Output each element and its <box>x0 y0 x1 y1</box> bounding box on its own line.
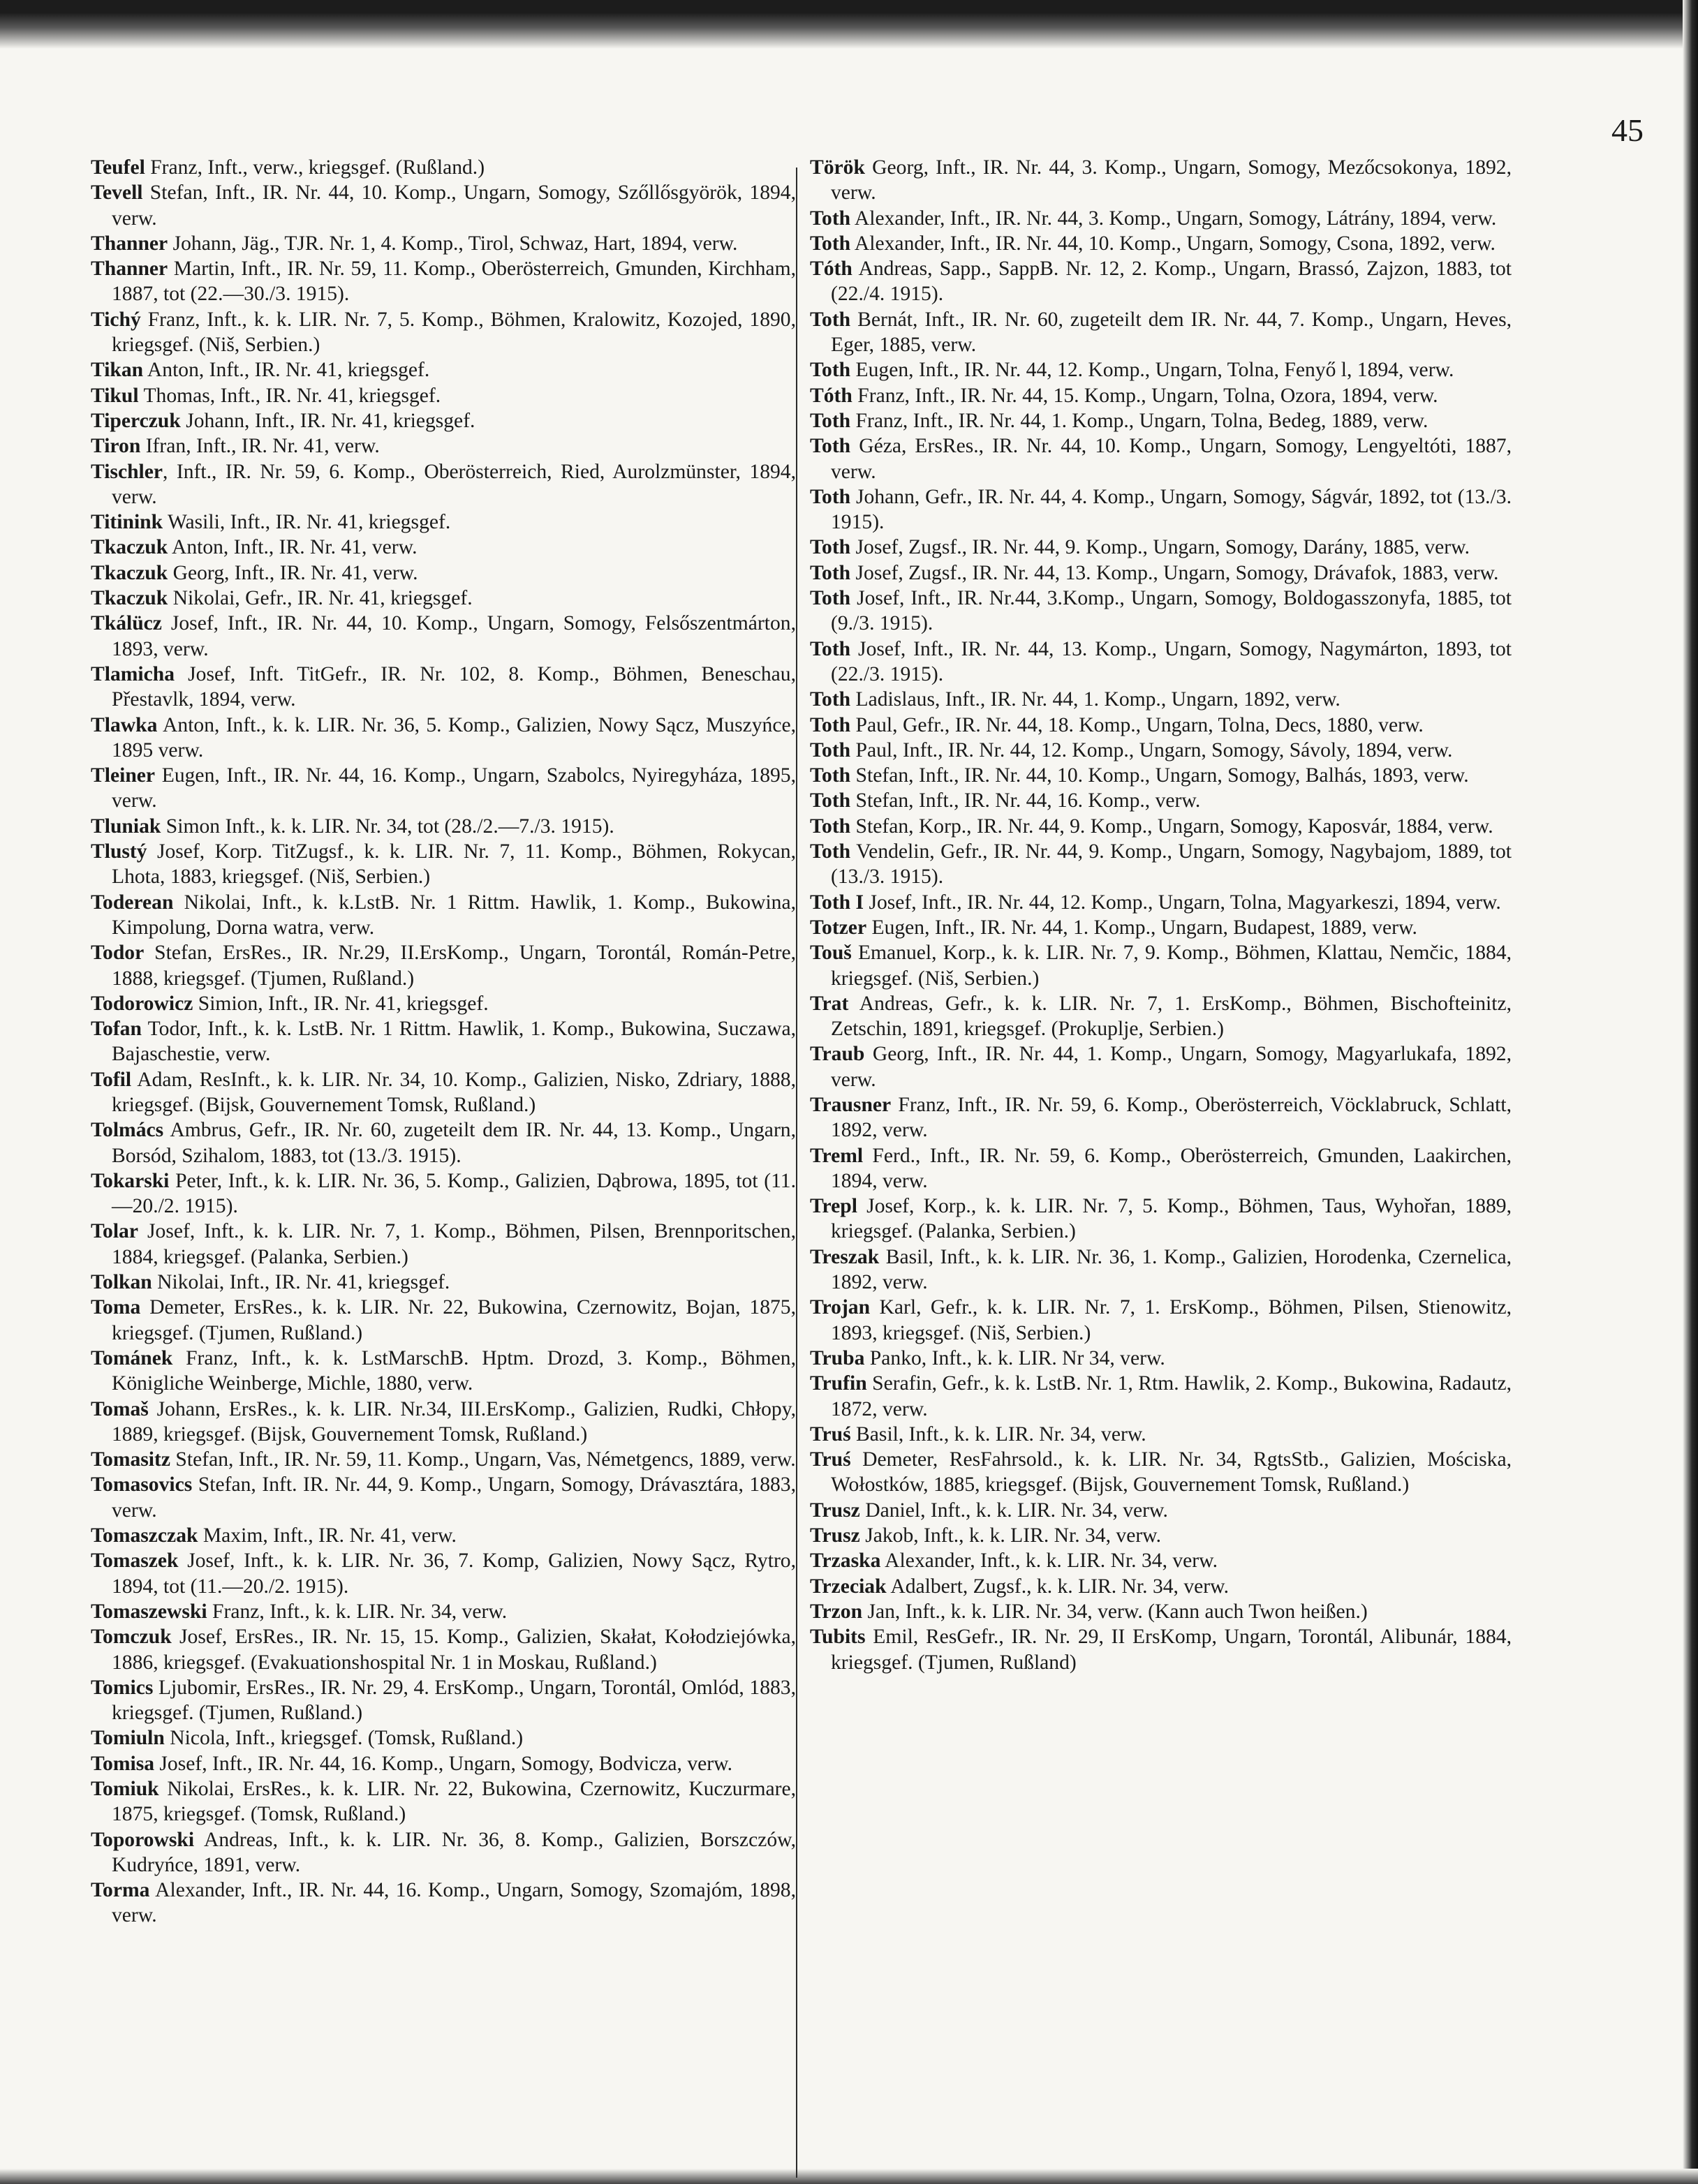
entry-details: Anton, Inft., k. k. LIR. Nr. 36, 5. Komp., Galizien, Nowy Sącz, Muszyńce, 1895 verw. <box>112 713 796 762</box>
surname: Török <box>810 156 865 179</box>
surname: Tevell <box>91 181 143 205</box>
entry-details: Josef, Korp., k. k. LIR. Nr. 7, 5. Komp., Böhmen, Taus, Wyhořan, 1889, kriegsgef. (Palanka, Serbien.) <box>831 1195 1512 1243</box>
roster-entry <box>91 1397 796 1448</box>
entry-details: Nikolai, Inft., IR. Nr. 41, kriegsgef. <box>152 1271 450 1294</box>
roster-entry <box>810 991 1512 1042</box>
surname: Tomasovics <box>91 1473 193 1496</box>
surname: Toth <box>810 764 851 787</box>
roster-entry <box>810 1245 1512 1295</box>
surname: Trojan <box>810 1296 871 1319</box>
entry-details: Alexander, Inft., IR. Nr. 44, 3. Komp., Ungarn, Somogy, Látrány, 1894, verw. <box>850 207 1497 230</box>
roster-entry <box>91 1219 796 1270</box>
roster-entry <box>91 1725 796 1751</box>
surname: Tkaczuk <box>91 587 168 610</box>
surname: Tikul <box>91 384 139 407</box>
entry-details: Ljubomir, ErsRes., IR. Nr. 29, 4. ErsKomp., Ungarn, Torontál, Omlód, 1883, kriegsgef. (Tjumen, Rußland.) <box>112 1676 796 1725</box>
roster-entry <box>810 738 1512 763</box>
entry-details: Stefan, Inft., IR. Nr. 44, 10. Komp., Ungarn, Somogy, Balhás, 1893, verw. <box>850 764 1469 787</box>
roster-entry <box>810 408 1512 433</box>
entry-details: , Inft., IR. Nr. 59, 6. Komp., Oberösterreich, Ried, Aurolzmünster, 1894, verw. <box>112 460 796 508</box>
roster-entry <box>91 1472 796 1523</box>
surname: Thanner <box>91 258 168 281</box>
surname: Trausner <box>810 1093 892 1116</box>
roster-entry <box>91 1624 796 1675</box>
surname: Tubits <box>810 1626 866 1649</box>
roster-entry <box>91 1270 796 1295</box>
surname: Treml <box>810 1144 864 1167</box>
entry-details: Simon Inft., k. k. LIR. Nr. 34, tot (28./2.—7./3. 1915). <box>161 815 614 838</box>
surname: Tofil <box>91 1068 132 1091</box>
surname: Tolar <box>91 1220 138 1243</box>
entry-details: Anton, Inft., IR. Nr. 41, kriegsgef. <box>143 359 430 382</box>
roster-entry <box>810 484 1512 535</box>
surname: Tomiuk <box>91 1778 159 1800</box>
roster-entry <box>810 1371 1512 1422</box>
roster-entry <box>91 991 796 1016</box>
scan-top-edge <box>0 0 1698 49</box>
entry-details: Jan, Inft., k. k. LIR. Nr. 34, verw. (Kann auch Twon heißen.) <box>862 1600 1368 1623</box>
entry-details: Johann, ErsRes., k. k. LIR. Nr.34, III.ErsKomp., Galizien, Rudki, Chłopy, 1889, kriegsgef. (Bijsk, Gouvernement Tomsk, Rußland.) <box>112 1397 796 1446</box>
entry-details: Josef, Inft., k. k. LIR. Nr. 36, 7. Komp, Galizien, Nowy Sącz, Rytro, 1894, tot (11.—20./2. 1915). <box>112 1550 796 1598</box>
entry-details: Johann, Inft., IR. Nr. 41, kriegsgef. <box>180 409 475 432</box>
roster-entry <box>91 1016 796 1067</box>
surname: Tichý <box>91 308 141 331</box>
roster-entry <box>810 1624 1512 1675</box>
roster-entry <box>91 1599 796 1624</box>
entry-details: Franz, Inft., verw., kriegsgef. (Rußland.) <box>145 156 485 179</box>
surname: Toth <box>810 232 851 255</box>
surname: Truś <box>810 1448 851 1471</box>
entry-details: Panko, Inft., k. k. LIR. Nr 34, verw. <box>864 1346 1165 1369</box>
roster-entry <box>91 1776 796 1827</box>
entry-details: Ambrus, Gefr., IR. Nr. 60, zugeteilt dem IR. Nr. 44, 13. Komp., Ungarn, Borsód, Szihalom, 1883, tot (13./3. 1915). <box>112 1119 796 1167</box>
scan-right-edge <box>1683 0 1698 2184</box>
roster-entry <box>810 206 1512 231</box>
roster-entry <box>91 1346 796 1397</box>
roster-entry <box>810 1548 1512 1573</box>
surname: Tomasitz <box>91 1448 170 1471</box>
left-column <box>91 155 796 1929</box>
roster-entry <box>91 1878 796 1929</box>
surname: Toth <box>810 359 851 382</box>
roster-entry <box>810 814 1512 839</box>
roster-entry <box>810 1574 1512 1599</box>
roster-entry <box>91 256 796 307</box>
surname: Tlamicha <box>91 662 175 685</box>
surname: Toth <box>810 561 851 584</box>
roster-entry <box>91 510 796 535</box>
surname: Toth <box>810 587 851 610</box>
surname: Toth <box>810 815 851 838</box>
entry-details: Nikolai, ErsRes., k. k. LIR. Nr. 22, Bukowina, Czernowitz, Kuczurmare, 1875, kriegsgef. (Tomsk, Rußland.) <box>112 1778 796 1826</box>
entry-details: Emanuel, Korp., k. k. LIR. Nr. 7, 9. Komp., Böhmen, Klattau, Nemčic, 1884, kriegsgef. (Niš, Serbien.) <box>831 942 1512 990</box>
surname: Titinink <box>91 511 163 534</box>
surname: Tokarski <box>91 1169 170 1192</box>
entry-details: Demeter, ErsRes., k. k. LIR. Nr. 22, Bukowina, Czernowitz, Bojan, 1875, kriegsgef. (Tjumen, Rußland.) <box>112 1296 796 1344</box>
entry-details: Josef, ErsRes., IR. Nr. 15, 15. Komp., Galizien, Skałat, Kołodziejówka, 1886, kriegsgef. (Evakuationshospital Nr. 1 in Moskau, Rußland.) <box>112 1626 796 1674</box>
surname: Thanner <box>91 232 168 255</box>
roster-entry <box>91 180 796 231</box>
roster-entry <box>810 1498 1512 1523</box>
entry-details: Demeter, ResFahrsold., k. k. LIR. Nr. 34, RgtsStb., Galizien, Mościska, Wołostków, 1885, kriegsgef. (Bijsk, Gouvernement Tomsk, Rußland.) <box>831 1448 1512 1496</box>
surname: Tiperczuk <box>91 409 181 432</box>
entry-details: Bernát, Inft., IR. Nr. 60, zugeteilt dem IR. Nr. 44, 7. Komp., Ungarn, Heves, Eger, 1885, verw. <box>831 308 1512 357</box>
roster-entry <box>91 383 796 408</box>
roster-entry <box>91 1548 796 1599</box>
surname: Toth <box>810 637 851 660</box>
entry-details: Daniel, Inft., k. k. LIR. Nr. 34, verw. <box>859 1499 1168 1522</box>
entry-details: Basil, Inft., k. k. LIR. Nr. 34, verw. <box>850 1422 1146 1446</box>
entry-details: Josef, Inft., k. k. LIR. Nr. 7, 1. Komp., Böhmen, Pilsen, Brennporitschen, 1884, kriegsgef. (Palanka, Serbien.) <box>112 1220 796 1268</box>
surname: Tolkan <box>91 1271 152 1294</box>
entry-details: Josef, Inft. TitGefr., IR. Nr. 102, 8. Komp., Böhmen, Beneschau, Přestavlk, 1894, verw. <box>112 662 796 711</box>
entry-details: Paul, Gefr., IR. Nr. 44, 18. Komp., Ungarn, Tolna, Decs, 1880, verw. <box>850 713 1424 736</box>
surname: Tóth <box>810 258 852 281</box>
surname: Tomaszewski <box>91 1600 207 1623</box>
entry-details: Alexander, Inft., k. k. LIR. Nr. 34, verw. <box>880 1550 1218 1573</box>
scan-bottom-edge <box>0 2169 1698 2184</box>
surname: Touš <box>810 942 852 965</box>
roster-entry <box>91 1675 796 1726</box>
surname: Trat <box>810 992 849 1015</box>
roster-entry <box>810 1523 1512 1548</box>
roster-entry <box>91 586 796 611</box>
surname: Toma <box>91 1296 141 1319</box>
entry-details: Nikolai, Gefr., IR. Nr. 41, kriegsgef. <box>168 587 473 610</box>
surname: Tkaczuk <box>91 561 168 584</box>
surname: Todorowicz <box>91 992 193 1015</box>
roster-entry <box>91 357 796 382</box>
surname: Toth <box>810 308 851 331</box>
surname: Toth <box>810 713 851 736</box>
roster-entry <box>91 1067 796 1118</box>
entry-details: Anton, Inft., IR. Nr. 41, verw. <box>168 536 418 559</box>
roster-entry <box>810 1041 1512 1092</box>
surname: Trufin <box>810 1372 867 1395</box>
surname: Truś <box>810 1422 851 1446</box>
surname: Tomaš <box>91 1397 149 1420</box>
surname: Tóth <box>810 384 852 407</box>
surname: Toderean <box>91 891 174 914</box>
entry-details: Georg, Inft., IR. Nr. 41, verw. <box>168 561 418 584</box>
surname: Toth <box>810 207 851 230</box>
entry-details: Johann, Jäg., TJR. Nr. 1, 4. Komp., Tirol, Schwaz, Hart, 1894, verw. <box>168 232 738 255</box>
surname: Toth I <box>810 891 864 914</box>
entry-details: Paul, Inft., IR. Nr. 44, 12. Komp., Ungarn, Somogy, Sávoly, 1894, verw. <box>850 738 1453 762</box>
entry-details: Adam, ResInft., k. k. LIR. Nr. 34, 10. Komp., Galizien, Nisko, Zdriary, 1888, kriegsgef. (Bijsk, Gouvernement Tomsk, Rußland.) <box>112 1068 796 1116</box>
entry-details: Josef, Inft., IR. Nr. 44, 16. Komp., Ungarn, Somogy, Bodvicza, verw. <box>154 1752 732 1775</box>
surname: Tiron <box>91 435 141 458</box>
roster-entry <box>91 611 796 662</box>
surname: Truba <box>810 1346 865 1369</box>
entry-details: Georg, Inft., IR. Nr. 44, 3. Komp., Ungarn, Somogy, Mezőcsokonya, 1892, verw. <box>831 156 1512 205</box>
entry-details: Thomas, Inft., IR. Nr. 41, kriegsgef. <box>138 384 441 407</box>
entry-details: Franz, Inft., k. k. LstMarschB. Hptm. Drozd, 3. Komp., Böhmen, Königliche Weinberge, Michle, 1880, verw. <box>112 1346 796 1395</box>
roster-entry <box>810 637 1512 688</box>
surname: Tomczuk <box>91 1626 172 1649</box>
surname: Tománek <box>91 1346 173 1369</box>
surname: Traub <box>810 1043 865 1066</box>
roster-entry <box>91 560 796 586</box>
roster-entry <box>810 433 1512 484</box>
roster-entry <box>810 763 1512 788</box>
entry-details: Peter, Inft., k. k. LIR. Nr. 36, 5. Komp., Galizien, Dąbrowa, 1895, tot (11.—20./2. 1915). <box>112 1169 796 1218</box>
roster-entry <box>810 1092 1512 1143</box>
surname: Tluniak <box>91 815 161 838</box>
roster-entry <box>810 1346 1512 1371</box>
roster-entry <box>810 1295 1512 1346</box>
roster-entry <box>91 1295 796 1346</box>
entry-details: Stefan, ErsRes., IR. Nr.29, II.ErsKomp., Ungarn, Torontál, Román-Petre, 1888, kriegsgef. (Tjumen, Rußland.) <box>112 942 796 990</box>
surname: Toth <box>810 738 851 762</box>
surname: Toth <box>810 789 851 812</box>
entry-details: Serafin, Gefr., k. k. LstB. Nr. 1, Rtm. Hawlik, 2. Komp., Bukowina, Radautz, 1872, verw. <box>831 1372 1512 1420</box>
roster-entry <box>91 408 796 433</box>
entry-details: Josef, Inft., IR. Nr.44, 3.Komp., Ungarn, Somogy, Boldogasszonyfa, 1885, tot (9./3. 1915). <box>831 587 1512 635</box>
surname: Toporowski <box>91 1828 195 1851</box>
entry-details: Josef, Inft., IR. Nr. 44, 13. Komp., Ungarn, Somogy, Nagymárton, 1893, tot (22./3. 1915). <box>831 637 1512 685</box>
entry-details: Franz, Inft., k. k. LIR. Nr. 34, verw. <box>207 1600 508 1623</box>
entry-details: Franz, Inft., IR. Nr. 59, 6. Komp., Oberösterreich, Vöcklabruck, Schlatt, 1892, verw. <box>831 1093 1512 1142</box>
surname: Tlawka <box>91 713 158 736</box>
roster-entry <box>810 560 1512 586</box>
entry-details: Stefan, Korp., IR. Nr. 44, 9. Komp., Ungarn, Somogy, Kaposvár, 1884, verw. <box>850 815 1493 838</box>
surname: Tlustý <box>91 840 147 863</box>
surname: Trzeciak <box>810 1575 887 1598</box>
roster-entry <box>810 357 1512 382</box>
entry-details: Eugen, Inft., IR. Nr. 44, 16. Komp., Ungarn, Szabolcs, Nyiregyháza, 1895, verw. <box>112 764 796 812</box>
surname: Teufel <box>91 156 145 179</box>
roster-entry <box>91 814 796 839</box>
surname: Trusz <box>810 1524 860 1547</box>
surname: Trusz <box>810 1499 860 1522</box>
entry-details: Johann, Gefr., IR. Nr. 44, 4. Komp., Ungarn, Somogy, Ságvár, 1892, tot (13./3. 1915). <box>831 485 1512 534</box>
roster-entry <box>91 662 796 713</box>
entry-details: Adalbert, Zugsf., k. k. LIR. Nr. 34, verw. <box>886 1575 1229 1598</box>
entry-details: Stefan, Inft., IR. Nr. 59, 11. Komp., Ungarn, Vas, Németgencs, 1889, verw. <box>170 1448 796 1471</box>
roster-entry <box>810 940 1512 991</box>
entry-details: Jakob, Inft., k. k. LIR. Nr. 34, verw. <box>859 1524 1162 1547</box>
surname: Toth <box>810 840 851 863</box>
entry-details: Maxim, Inft., IR. Nr. 41, verw. <box>198 1524 457 1547</box>
entry-details: Franz, Inft., k. k. LIR. Nr. 7, 5. Komp., Böhmen, Kralowitz, Kozojed, 1890, kriegsgef. (Niš, Serbien.) <box>112 308 796 357</box>
roster-entry <box>810 687 1512 712</box>
surname: Tkálücz <box>91 612 162 635</box>
entry-details: Franz, Inft., IR. Nr. 44, 1. Komp., Ungarn, Tolna, Bedeg, 1889, verw. <box>850 409 1428 432</box>
roster-entry <box>810 1599 1512 1624</box>
roster-entry <box>91 713 796 764</box>
roster-entry <box>91 433 796 459</box>
roster-entry <box>91 1117 796 1168</box>
entry-details: Stefan, Inft., IR. Nr. 44, 10. Komp., Ungarn, Somogy, Szőllősgyörök, 1894, verw. <box>112 181 796 230</box>
roster-entry <box>810 1194 1512 1245</box>
surname: Tomaszek <box>91 1550 179 1573</box>
right-column <box>810 155 1512 1675</box>
entry-details: Alexander, Inft., IR. Nr. 44, 16. Komp., Ungarn, Somogy, Szomajóm, 1898, verw. <box>112 1879 796 1927</box>
entry-details: Eugen, Inft., IR. Nr. 44, 12. Komp., Ungarn, Tolna, Fenyő l, 1894, verw. <box>850 359 1454 382</box>
surname: Tomisa <box>91 1752 155 1775</box>
entry-details: Eugen, Inft., IR. Nr. 44, 1. Komp., Ungarn, Budapest, 1889, verw. <box>866 916 1417 939</box>
entry-details: Vendelin, Gefr., IR. Nr. 44, 9. Komp., Ungarn, Somogy, Nagybajom, 1889, tot (13./3. 1915). <box>831 840 1512 889</box>
entry-details: Josef, Inft., IR. Nr. 44, 10. Komp., Ungarn, Somogy, Felsőszentmárton, 1893, verw. <box>112 612 796 660</box>
roster-entry <box>810 383 1512 408</box>
surname: Tikan <box>91 359 144 382</box>
entry-details: Georg, Inft., IR. Nr. 44, 1. Komp., Ungarn, Somogy, Magyarlukafa, 1892, verw. <box>831 1043 1512 1091</box>
entry-details: Todor, Inft., k. k. LstB. Nr. 1 Rittm. Hawlik, 1. Komp., Bukowina, Suczawa, Bajaschestie, verw. <box>112 1018 796 1066</box>
roster-entry <box>810 1143 1512 1194</box>
entry-details: Nicola, Inft., kriegsgef. (Tomsk, Rußland.) <box>164 1727 524 1750</box>
roster-entry <box>810 155 1512 206</box>
roster-entry <box>91 1168 796 1219</box>
entry-details: Josef, Korp. TitZugsf., k. k. LIR. Nr. 7, 11. Komp., Böhmen, Rokycan, Lhota, 1883, kriegsgef. (Niš, Serbien.) <box>112 840 796 889</box>
entry-details: Josef, Inft., IR. Nr. 44, 12. Komp., Ungarn, Tolna, Magyarkeszi, 1894, verw. <box>864 891 1501 914</box>
roster-entry <box>810 890 1512 915</box>
surname: Toth <box>810 485 851 508</box>
entry-details: Franz, Inft., IR. Nr. 44, 15. Komp., Ungarn, Tolna, Ozora, 1894, verw. <box>852 384 1438 407</box>
roster-entry <box>810 256 1512 307</box>
page-number: 45 <box>1611 112 1644 148</box>
entry-details: Géza, ErsRes., IR. Nr. 44, 10. Komp., Ungarn, Somogy, Lengyeltóti, 1887, verw. <box>831 435 1512 483</box>
entry-details: Alexander, Inft., IR. Nr. 44, 10. Komp., Ungarn, Somogy, Csona, 1892, verw. <box>850 232 1496 255</box>
surname: Tolmács <box>91 1119 164 1142</box>
entry-details: Martin, Inft., IR. Nr. 59, 11. Komp., Oberösterreich, Gmunden, Kirchham, 1887, tot (22.—30./3. 1915). <box>112 258 796 306</box>
entry-details: Nikolai, Inft., k. k.LstB. Nr. 1 Rittm. Hawlik, 1. Komp., Bukowina, Kimpolung, Dorna watra, verw. <box>112 891 796 939</box>
roster-entry <box>91 1827 796 1878</box>
surname: Tomaszczak <box>91 1524 198 1547</box>
roster-entry <box>91 459 796 510</box>
roster-entry <box>91 307 796 358</box>
surname: Treszak <box>810 1245 880 1268</box>
entry-details: Karl, Gefr., k. k. LIR. Nr. 7, 1. ErsKomp., Böhmen, Pilsen, Stienowitz, 1893, kriegsgef. (Niš, Serbien.) <box>831 1296 1512 1344</box>
roster-entry <box>810 586 1512 637</box>
roster-entry <box>810 788 1512 813</box>
roster-entry <box>810 1447 1512 1498</box>
roster-entry <box>810 231 1512 256</box>
roster-entry <box>91 839 796 890</box>
entry-details: Andreas, Inft., k. k. LIR. Nr. 36, 8. Komp., Galizien, Borszczów, Kudryńce, 1891, verw. <box>112 1828 796 1876</box>
surname: Toth <box>810 688 851 711</box>
roster-entry <box>810 839 1512 890</box>
surname: Tomiuln <box>91 1727 165 1750</box>
roster-entry <box>91 231 796 256</box>
surname: Trzon <box>810 1600 863 1623</box>
entry-details: Emil, ResGefr., IR. Nr. 29, II ErsKomp, Ungarn, Torontál, Alibunár, 1884, kriegsgef. (Tjumen, Rußland) <box>831 1626 1512 1674</box>
entry-details: Simion, Inft., IR. Nr. 41, kriegsgef. <box>193 992 489 1015</box>
surname: Todor <box>91 942 145 965</box>
surname: Toth <box>810 409 851 432</box>
surname: Tleiner <box>91 764 156 787</box>
surname: Tkaczuk <box>91 536 168 559</box>
surname: Tomics <box>91 1676 154 1699</box>
roster-entry <box>810 1422 1512 1447</box>
roster-entry <box>91 1447 796 1472</box>
roster-entry <box>91 940 796 991</box>
entry-details: Andreas, Gefr., k. k. LIR. Nr. 7, 1. ErsKomp., Böhmen, Bischofteinitz, Zetschin, 1891, kriegsgef. (Prokuplje, Serbien.) <box>831 992 1512 1041</box>
roster-entry <box>91 1751 796 1776</box>
roster-entry <box>91 1523 796 1548</box>
entry-details: Basil, Inft., k. k. LIR. Nr. 36, 1. Komp., Galizien, Horodenka, Czernelica, 1892, verw. <box>831 1245 1512 1294</box>
surname: Tofan <box>91 1018 142 1041</box>
entry-details: Ladislaus, Inft., IR. Nr. 44, 1. Komp., Ungarn, 1892, verw. <box>850 688 1341 711</box>
entry-details: Ferd., Inft., IR. Nr. 59, 6. Komp., Oberösterreich, Gmunden, Laakirchen, 1894, verw. <box>831 1144 1512 1192</box>
roster-entry <box>91 763 796 814</box>
surname: Toth <box>810 435 851 458</box>
surname: Toth <box>810 536 851 559</box>
entry-details: Ifran, Inft., IR. Nr. 41, verw. <box>140 435 380 458</box>
column-divider <box>796 168 797 2178</box>
surname: Tischler <box>91 460 163 483</box>
entry-details: Stefan, Inft., IR. Nr. 44, 16. Komp., verw. <box>850 789 1201 812</box>
roster-entry <box>810 713 1512 738</box>
entry-details: Josef, Zugsf., IR. Nr. 44, 9. Komp., Ungarn, Somogy, Darány, 1885, verw. <box>850 536 1470 559</box>
entry-details: Wasili, Inft., IR. Nr. 41, kriegsgef. <box>163 511 451 534</box>
roster-entry <box>810 535 1512 560</box>
entry-details: Stefan, Inft. IR. Nr. 44, 9. Komp., Ungarn, Somogy, Drávasztára, 1883, verw. <box>112 1473 796 1522</box>
roster-entry <box>810 307 1512 358</box>
entry-details: Andreas, Sapp., SappB. Nr. 12, 2. Komp., Ungarn, Brassó, Zajzon, 1883, tot (22./4. 1915). <box>831 258 1512 306</box>
surname: Totzer <box>810 916 867 939</box>
roster-entry <box>810 915 1512 940</box>
roster-entry <box>91 535 796 560</box>
roster-entry <box>91 155 796 180</box>
surname: Trepl <box>810 1195 857 1218</box>
roster-entry <box>91 890 796 941</box>
surname: Torma <box>91 1879 150 1902</box>
surname: Trzaska <box>810 1550 881 1573</box>
entry-details: Josef, Zugsf., IR. Nr. 44, 13. Komp., Ungarn, Somogy, Drávafok, 1883, verw. <box>850 561 1499 584</box>
